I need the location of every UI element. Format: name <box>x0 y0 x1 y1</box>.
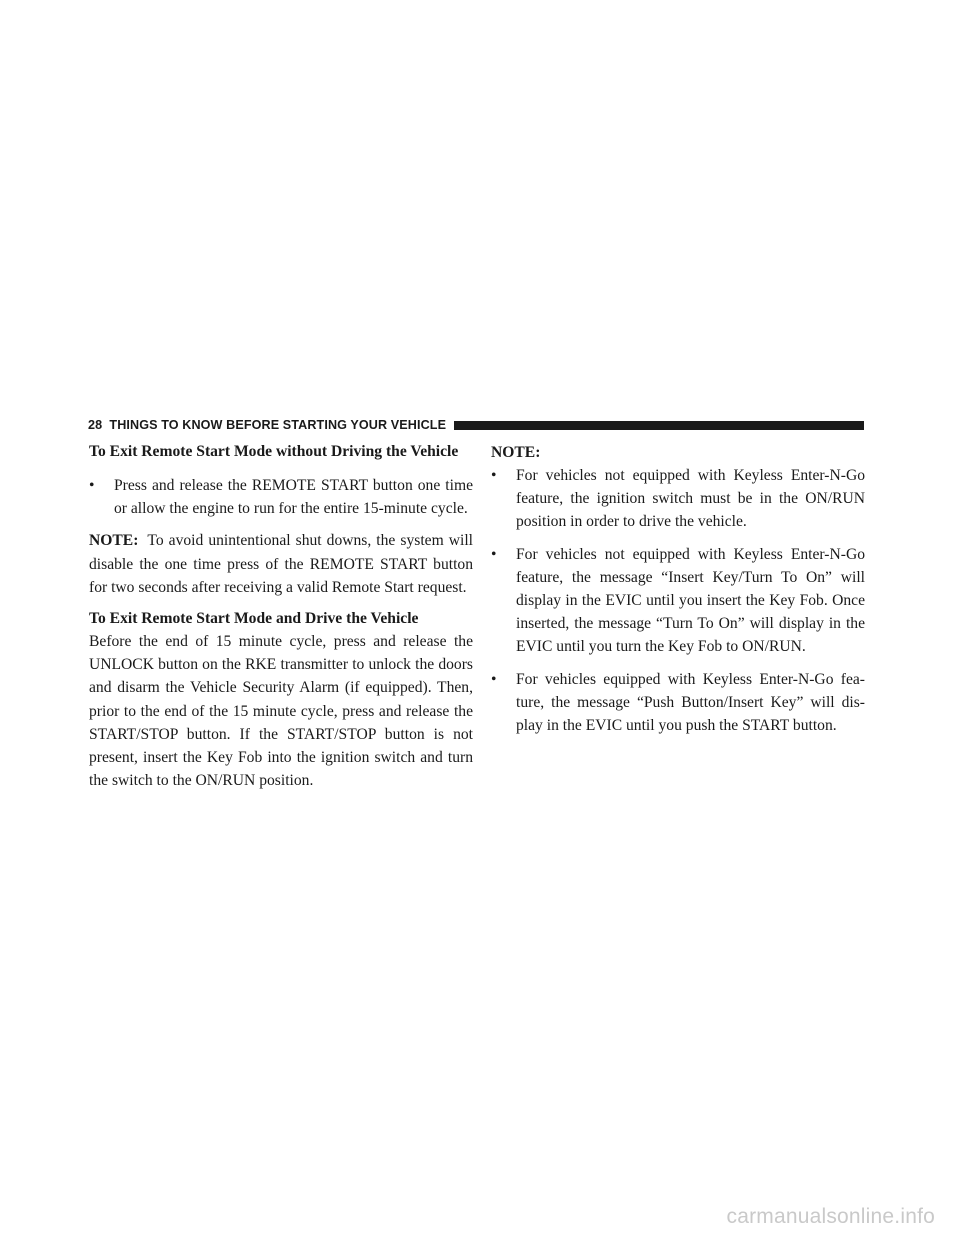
watermark: carmanualsonline.info <box>726 1205 935 1228</box>
note-paragraph <box>89 529 473 599</box>
note-label: NOTE: <box>89 532 139 550</box>
note-bullet-1 <box>491 464 865 534</box>
bullet-dot-icon: • <box>491 545 497 563</box>
note-bullet-3 <box>491 668 865 738</box>
header-title <box>88 416 454 434</box>
bullet-text: For vehicles equipped with Keyless Enter-N-Go fea- ture, the message “Push Button/Insert Key” will dis- play in the EVIC until you push the START button. <box>516 670 865 735</box>
bullet-text: Press and release the REMOTE START button one time or allow the engine to run for the entire 15-minute cycle. <box>114 477 473 518</box>
bullet-dot-icon: • <box>491 670 497 688</box>
right-column <box>491 442 865 737</box>
body-paragraph: Before the end of 15 minute cycle, press and release the UNLOCK button on the RKE transmitter to unlock the doors and disarm the Vehicle Security Alarm (if equipped). Then, prior to the end of the 15 minute cycle, press and release the START/STOP button. If the START/STOP button is not present, insert the Key Fob into the ignition switch and turn the switch to the ON/RUN position. <box>89 633 473 790</box>
page-number: 28 <box>88 418 103 432</box>
bullet-item <box>89 474 473 520</box>
note-heading: NOTE: <box>491 444 541 461</box>
note-text: To avoid unintentional shut downs, the system will disable the one time press of the REMOTE START button for two seconds after receiving a valid Remote Start request. <box>89 532 473 596</box>
note-bullet-2 <box>491 543 865 659</box>
page-header <box>88 416 864 434</box>
section-title: THINGS TO KNOW BEFORE STARTING YOUR VEHICLE <box>109 418 447 432</box>
heading-exit-and-drive: To Exit Remote Start Mode and Drive the Vehicle <box>89 610 419 628</box>
header-rule <box>454 421 864 430</box>
bullet-text: For vehicles not equipped with Keyless Enter-N-Go feature, the ignition switch must be in the ON/RUN position in order to drive the vehicle. <box>516 467 865 531</box>
heading-exit-without-driving: To Exit Remote Start Mode without Driving the Vehicle <box>89 443 459 460</box>
bullet-text: For vehicles not equipped with Keyless Enter-N-Go feature, the message “Insert Key/Turn To On” will display in the EVIC until you insert the Key Fob. Once inserted, the message “Turn To On” will display in the EVIC until you turn the Key Fob to ON/RUN. <box>516 545 865 656</box>
bullet-dot-icon: • <box>491 467 497 484</box>
left-column <box>89 441 473 792</box>
bullet-dot-icon: • <box>89 477 95 494</box>
